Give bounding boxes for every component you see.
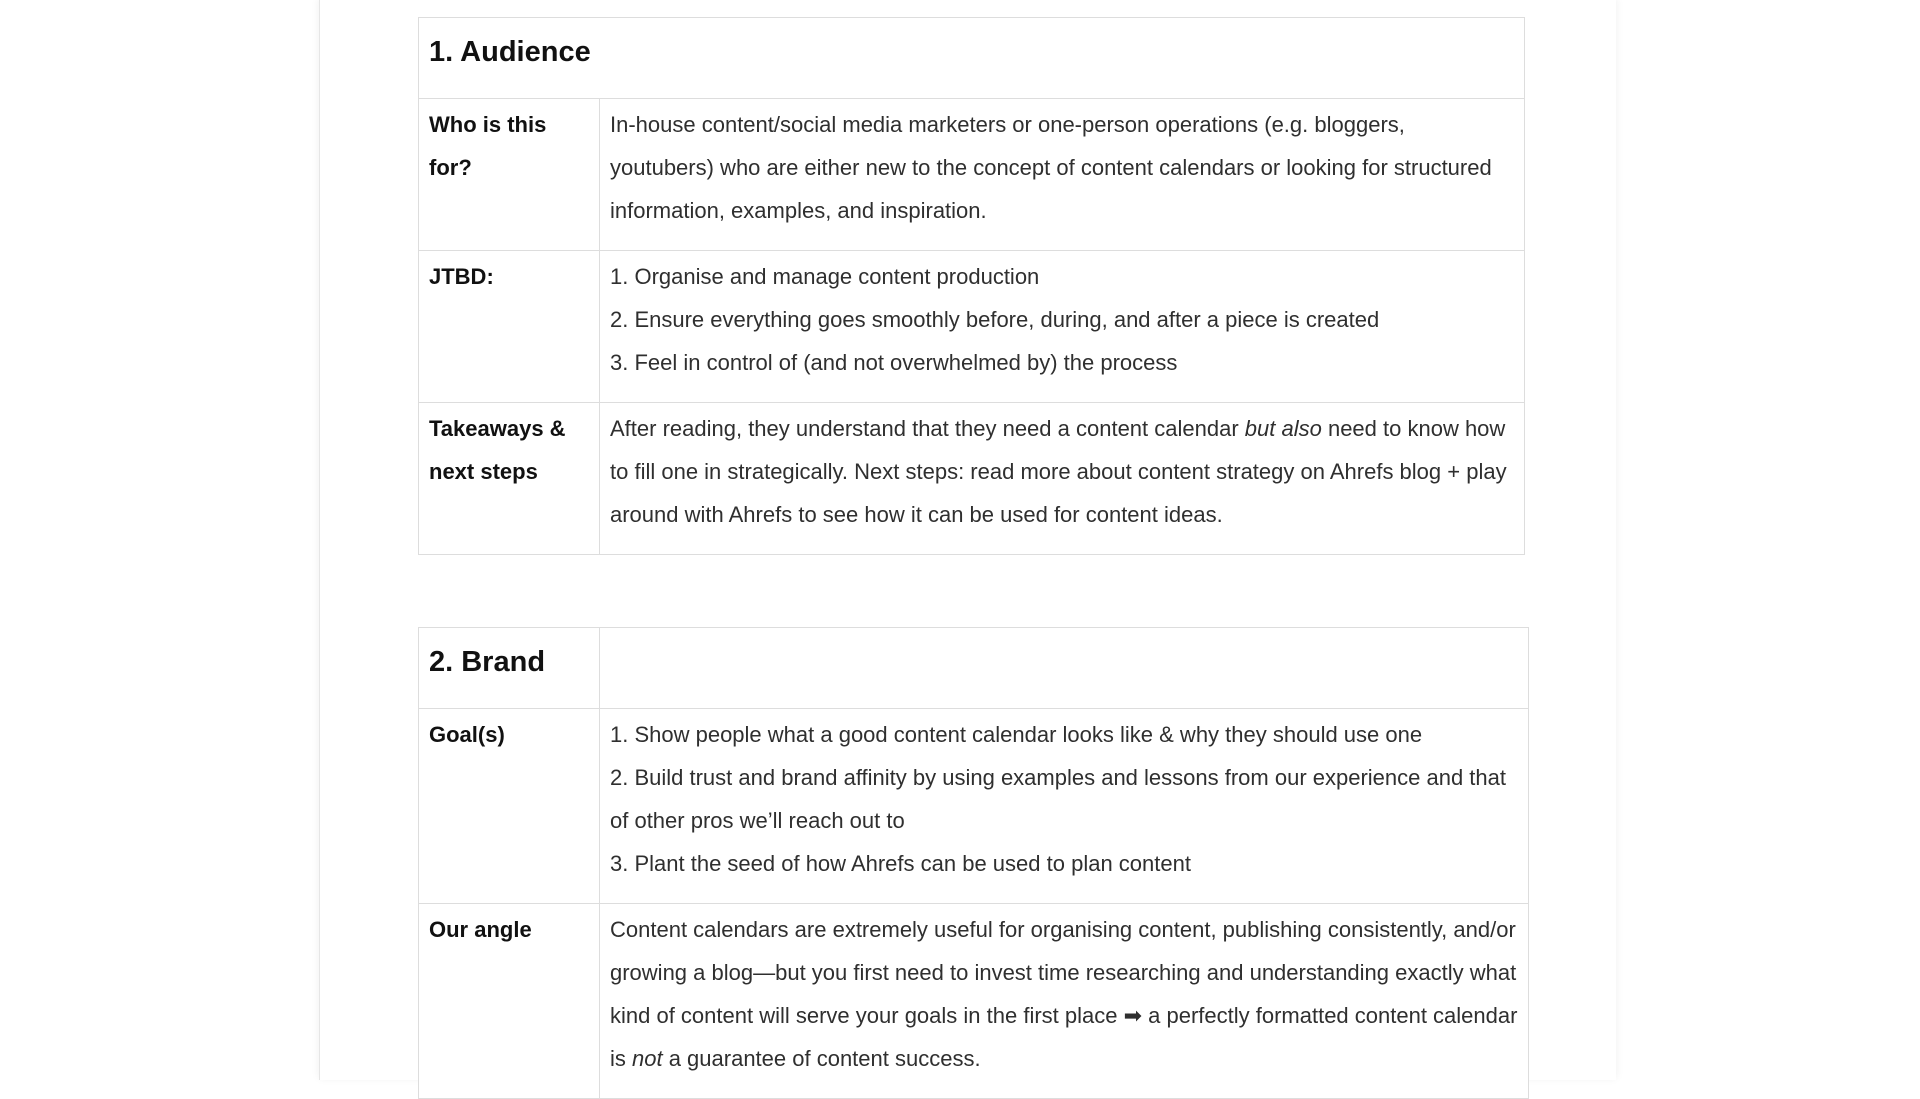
angle-value	[600, 904, 1529, 1099]
table-row	[419, 99, 1525, 251]
takeaways-text-end: need to know how to fill one in strategically. Next steps: read more about content strategy on Ahrefs blog + play around with Ahrefs to see how it can be used for content ideas.	[610, 416, 1507, 527]
goals-value	[600, 709, 1529, 904]
audience-heading: 1. Audience	[419, 18, 1525, 99]
list-item: 1. Show people what a good content calendar looks like & why they should use one	[610, 722, 1423, 747]
takeaways-emphasis: but also	[1244, 416, 1322, 441]
jtbd-label: JTBD:	[419, 251, 600, 403]
goals-label: Goal(s)	[419, 709, 600, 904]
angle-text-end: a guarantee of content success.	[662, 1046, 981, 1071]
angle-text-start: Content calendars are extremely useful for organising content, publishing consistently, and/or growing a blog—but you first need to invest time researching and understanding exactly what kind of content will serve your goals in the first place ➡ a perfectly formatted content calendar is	[610, 917, 1518, 1071]
who-value: In-house content/social media marketers or one-person operations (e.g. bloggers, youtubers) who are either new to the concept of content calendars or looking for structured information, examples, and inspiration.	[600, 99, 1525, 251]
angle-emphasis: not	[632, 1046, 663, 1071]
brand-heading: 2. Brand	[419, 628, 600, 709]
takeaways-label: Takeaways & next steps	[419, 403, 600, 555]
list-item: 2. Ensure everything goes smoothly before, during, and after a piece is created	[610, 307, 1380, 332]
table-row	[419, 251, 1525, 403]
jtbd-value	[600, 251, 1525, 403]
list-item: 1. Organise and manage content production	[610, 264, 1040, 289]
audience-heading-row	[419, 18, 1525, 99]
list-item: 3. Plant the seed of how Ahrefs can be used to plan content	[610, 851, 1191, 876]
who-label: Who is this for?	[419, 99, 600, 251]
list-item: 3. Feel in control of (and not overwhelmed by) the process	[610, 350, 1178, 375]
list-item: 2. Build trust and brand affinity by using examples and lessons from our experience and that of other pros we’ll reach out to	[610, 765, 1507, 833]
angle-label: Our angle	[419, 904, 600, 1099]
takeaways-value	[600, 403, 1525, 555]
table-row	[419, 403, 1525, 555]
brand-table	[418, 627, 1529, 1099]
audience-table	[418, 17, 1525, 555]
brand-heading-empty-cell	[600, 628, 1529, 709]
brand-heading-row	[419, 628, 1529, 709]
table-row	[419, 709, 1529, 904]
takeaways-text-start: After reading, they understand that they need a content calendar	[610, 416, 1245, 441]
table-row	[419, 904, 1529, 1099]
